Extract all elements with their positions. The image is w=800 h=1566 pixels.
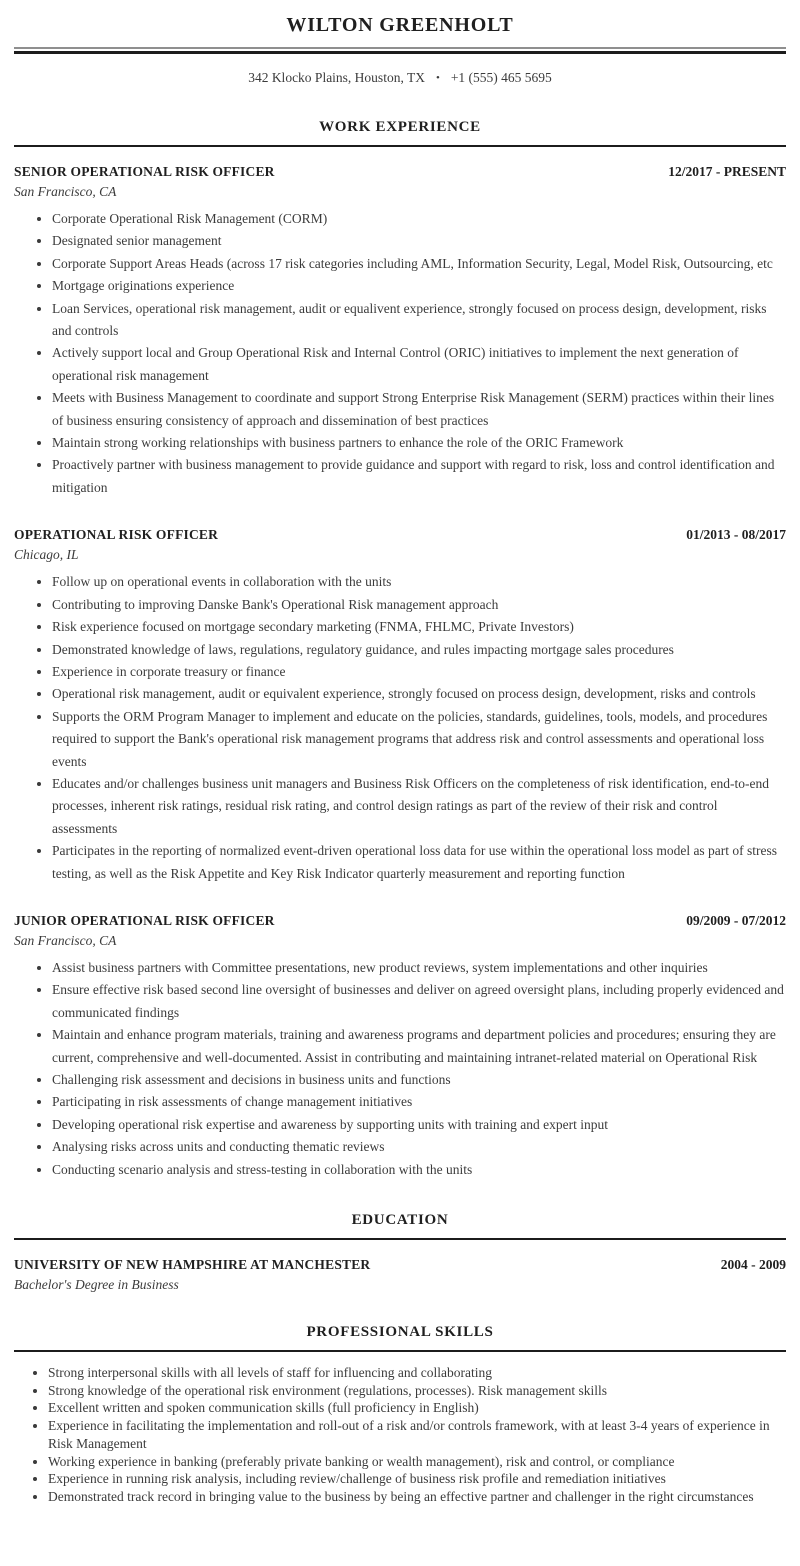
bullet-item: • Developing operational risk expertise and awareness by supporting units with training and expert input xyxy=(52,1114,786,1136)
bullet-item: • Demonstrated track record in bringing value to the business by being an effective partner and challenger in the right circumstances xyxy=(48,1488,786,1506)
bullet-item: • Participating in risk assessments of change management initiatives xyxy=(52,1091,786,1113)
education-degree: Bachelor's Degree in Business xyxy=(14,1277,179,1293)
job-location: San Francisco, CA xyxy=(14,184,117,199)
skills-bullet-list xyxy=(14,1364,786,1506)
job-location: Chicago, IL xyxy=(14,547,79,563)
job-dates: 01/2013 - 08/2017 xyxy=(686,527,786,543)
bullet-item: • Actively support local and Group Operational Risk and Internal Control (ORIC) initiatives to implement the next generation of operational risk management xyxy=(52,342,786,387)
bullet-item: • Conducting scenario analysis and stress-testing in collaboration with the units xyxy=(52,1159,786,1181)
professional-skills-heading: PROFESSIONAL SKILLS xyxy=(306,1324,494,1341)
contact-line xyxy=(14,70,786,86)
education-divider xyxy=(14,1238,786,1240)
section-education xyxy=(14,1212,786,1293)
bullet-item: • Demonstrated knowledge of laws, regulations, regulatory guidance, and rules impacting mortgage sales procedures xyxy=(52,639,786,661)
bullet-item: • Experience in facilitating the implementation and roll-out of a risk and/or controls framework, with at least 3-4 years of experience in Risk Management xyxy=(48,1417,786,1452)
bullet-item: • Strong knowledge of the operational risk environment (regulations, processes). Risk management skills xyxy=(48,1382,786,1400)
bullet-item: • Meets with Business Management to coordinate and support Strong Enterprise Risk Management (SERM) practices within their lines of business ensuring consistency of approach and dissemination of best practices xyxy=(52,387,786,432)
bullet-item: • Experience in running risk analysis, including review/challenge of business risk profile and remediation initiatives xyxy=(48,1470,786,1488)
bullet-item: • Participates in the reporting of normalized event-driven operational loss data for use within the operational loss model as part of stress testing, as well as the Risk Appetite and Key Risk Indicator quarterly measurement and reporting function xyxy=(52,840,786,885)
header-divider xyxy=(14,47,786,54)
job-header xyxy=(14,164,786,180)
job-dates: 09/2009 - 07/2012 xyxy=(686,912,786,928)
bullet-item: • Supports the ORM Program Manager to implement and educate on the policies, standards, guidelines, tools, models, and procedures required to support the Bank's operational risk management programs that address risk and control assessments and operational loss events xyxy=(52,706,786,773)
contact-phone: +1 (555) 465 5695 xyxy=(450,70,552,85)
bullet-item: • Experience in corporate treasury or finance xyxy=(52,661,786,683)
bullet-item: • Follow up on operational events in collaboration with the units xyxy=(52,571,786,593)
bullet-item: • Designated senior management xyxy=(52,230,786,252)
bullet-item: • Educates and/or challenges business unit managers and Business Risk Officers on the completeness of risk identification, end-to-end processes, inherent risk ratings, residual risk rating, and control design ratings as part of the review of their risk and control assessments xyxy=(52,773,786,840)
bullet-item: • Mortgage originations experience xyxy=(52,275,786,297)
education-school: UNIVERSITY OF NEW HAMPSHIRE AT MANCHESTER xyxy=(14,1257,371,1273)
job-bullet-list xyxy=(14,957,786,1181)
education-dates: 2004 - 2009 xyxy=(720,1257,786,1273)
bullet-item: • Maintain and enhance program materials, training and awareness programs and department policies and procedures; ensuring they are current, comprehensive and well-documented. Assist in contributing and maintaining intranet-related material on Operational Risk xyxy=(52,1024,786,1069)
work-experience-heading: WORK EXPERIENCE xyxy=(319,119,481,135)
header-divider-gray-line xyxy=(14,47,786,49)
bullet-item: • Risk experience focused on mortgage secondary marketing (FNMA, FHLMC, Private Investors) xyxy=(52,616,786,638)
job-dates: 12/2017 - PRESENT xyxy=(668,164,786,179)
bullet-item: • Ensure effective risk based second line oversight of businesses and deliver on agreed oversight plans, including properly evidenced and communicated findings xyxy=(52,979,786,1024)
job-entry-junior-operational-risk-officer xyxy=(14,913,786,1181)
job-bullet-list xyxy=(14,208,786,499)
bullet-item: • Contributing to improving Danske Bank's Operational Risk management approach xyxy=(52,594,786,616)
job-title: SENIOR OPERATIONAL RISK OFFICER xyxy=(14,164,275,179)
bullet-item: • Loan Services, operational risk management, audit or equalivent experience, strongly focused on process design, development, risks and controls xyxy=(52,298,786,343)
bullet-item: • Assist business partners with Committee presentations, new product reviews, system implementations and other inquiries xyxy=(52,957,786,979)
bullet-item: • Corporate Support Areas Heads (across 17 risk categories including AML, Information Security, Legal, Model Risk, Outsourcing, etc xyxy=(52,253,786,275)
bullet-item: • Working experience in banking (preferably private banking or wealth management), risk and control, or compliance xyxy=(48,1453,786,1471)
job-header xyxy=(14,527,786,543)
bullet-item: • Challenging risk assessment and decisions in business units and functions xyxy=(52,1069,786,1091)
section-professional-skills xyxy=(14,1324,786,1506)
header-divider-black-line xyxy=(14,51,786,54)
bullet-item: • Excellent written and spoken communication skills (full proficiency in English) xyxy=(48,1399,786,1417)
bullet-item: • Strong interpersonal skills with all levels of staff for influencing and collaborating xyxy=(48,1364,786,1382)
resume-name: WILTON GREENHOLT xyxy=(286,14,514,36)
education-heading: EDUCATION xyxy=(351,1212,449,1229)
job-title: OPERATIONAL RISK OFFICER xyxy=(14,527,219,543)
job-location: San Francisco, CA xyxy=(14,932,117,948)
bullet-item: • Proactively partner with business management to provide guidance and support with regard to risk, loss and control identification and mitigation xyxy=(52,454,786,499)
work-experience-divider xyxy=(14,145,786,147)
contact-separator-dot: • xyxy=(435,72,440,84)
job-header xyxy=(14,913,786,929)
professional-skills-divider xyxy=(14,1350,786,1352)
bullet-item: • Operational risk management, audit or equivalent experience, strongly focused on process design, development, risks and controls xyxy=(52,683,786,705)
job-entry-operational-risk-officer xyxy=(14,527,786,885)
contact-address: 342 Klocko Plains, Houston, TX xyxy=(248,70,425,85)
bullet-item: • Corporate Operational Risk Management (CORM) xyxy=(52,208,786,230)
education-entry xyxy=(14,1257,786,1293)
job-title: JUNIOR OPERATIONAL RISK OFFICER xyxy=(14,912,275,928)
education-header xyxy=(14,1257,786,1273)
bullet-item: • Maintain strong working relationships with business partners to enhance the role of the ORIC Framework xyxy=(52,432,786,454)
bullet-item: • Analysing risks across units and conducting thematic reviews xyxy=(52,1136,786,1158)
job-entry-senior-operational-risk-officer xyxy=(14,164,786,499)
job-bullet-list xyxy=(14,571,786,885)
section-work-experience xyxy=(14,119,786,1181)
